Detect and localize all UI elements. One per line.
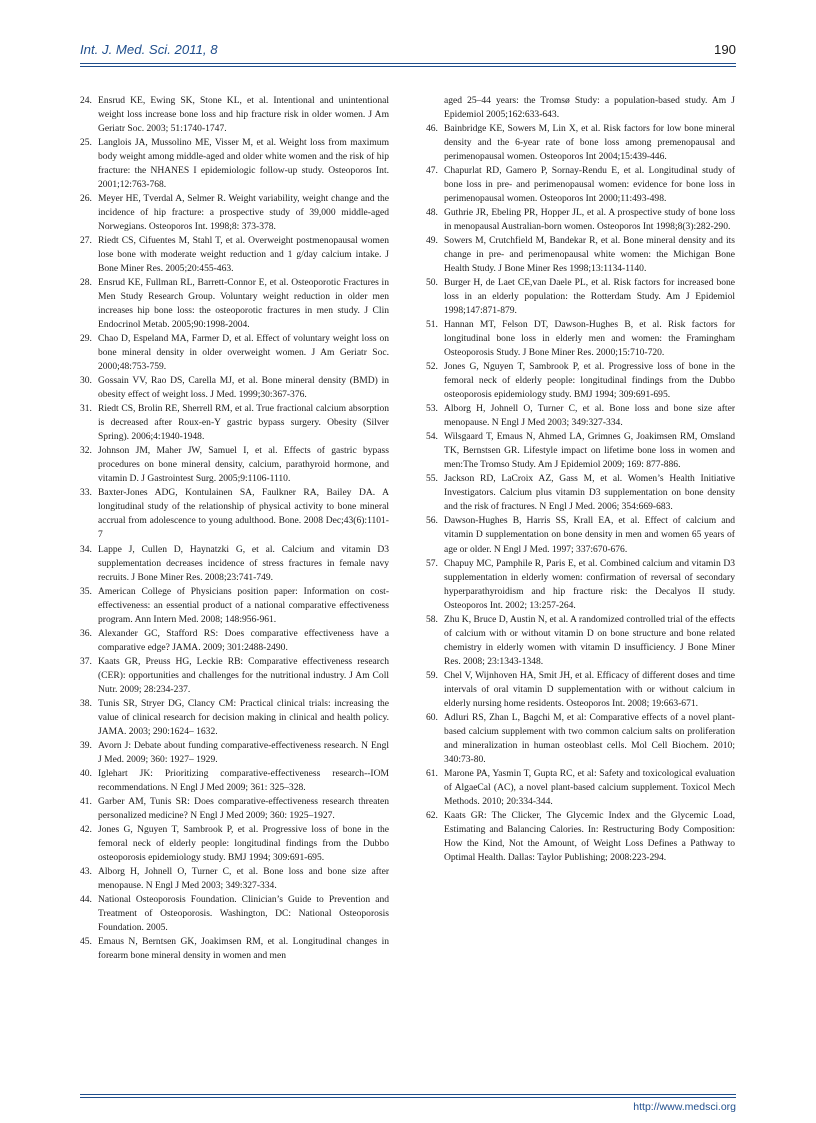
reference-text: Garber AM, Tunis SR: Does comparative-effectiveness research threaten personalized medicine? N Engl J Med 2009; 360: 1925–1927. [98,795,389,821]
reference-number: 35. [80,585,92,597]
reference-item [80,136,389,192]
reference-number: 48. [426,207,438,219]
reference-item [426,767,735,809]
reference-number: 37. [80,655,92,667]
reference-number: 39. [80,739,92,751]
reference-number: 28. [80,277,92,289]
reference-number: 38. [80,697,92,709]
reference-text: American College of Physicians position paper: Information on cost-effectiveness: an essential product of a national comparative effectiveness program. Ann Intern Med. 2008; 148:956-961. [98,585,389,625]
reference-text: Alexander GC, Stafford RS: Does comparative effectiveness have a comparative edge? JAMA. 2009; 301:2488-2490. [98,627,389,653]
reference-item [80,697,389,739]
header-rule [80,63,736,64]
reference-item [80,94,389,136]
footer-rule [80,1094,736,1095]
reference-text: aged 25–44 years: the Tromsø Study: a population-based study. Am J Epidemiol 2005;162:633-643. [444,95,735,121]
reference-text: Riedt CS, Brolin RE, Sherrell RM, et al. True fractional calcium absorption is decreased after Roux-en-Y gastric bypass surgery. Obesity (Silver Spring). 2006;4:1940-1948. [98,403,389,443]
reference-item [80,486,389,542]
footer-url-link[interactable]: http://www.medsci.org [633,1101,736,1113]
reference-text: Chao D, Espeland MA, Farmer D, et al. Effect of voluntary weight loss on bone mineral density in older overweight women. J Am Geriatr Soc. 2000;48:753-759. [98,333,389,373]
reference-number: 26. [80,193,92,205]
reference-item [426,809,735,865]
reference-item [80,234,389,276]
reference-number: 51. [426,319,438,331]
reference-item [80,402,389,444]
page-header [80,42,736,62]
reference-item [426,514,735,556]
reference-number: 58. [426,613,438,625]
reference-number: 25. [80,137,92,149]
reference-text: Tunis SR, Stryer DG, Clancy CM: Practical clinical trials: increasing the value of clinical research for decision making in clinical and health policy. JAMA. 2003; 290:1624– 1632. [98,697,389,737]
reference-item [426,613,735,669]
reference-text: Adluri RS, Zhan L, Bagchi M, et al: Comparative effects of a novel plant-based calcium supplement with two common calcium salts on proliferation and mineralization in human osteoblast cells. Mol Cell Biochem. 2010; 340:73-80. [444,711,735,765]
reference-number: 42. [80,823,92,835]
reference-item [426,402,735,430]
reference-text: Marone PA, Yasmin T, Gupta RC, et al: Safety and toxicological evaluation of AlgaeCal (AC), a novel plant-based calcium supplement. Toxicol Mech Methods. 2010; 20:334-344. [444,767,735,807]
reference-text: Meyer HE, Tverdal A, Selmer R. Weight variability, weight change and the incidence of hip fracture: a prospective study of 39,000 middle-aged Norwegians. Osteoporos Int. 1998;8: 373-378. [98,193,389,233]
reference-number: 36. [80,627,92,639]
reference-number: 54. [426,431,438,443]
reference-item [426,122,735,164]
reference-number: 56. [426,515,438,527]
reference-item [80,893,389,935]
reference-item [426,430,735,472]
reference-item [426,557,735,613]
reference-item [80,444,389,486]
footer-rule-secondary [80,1097,736,1098]
reference-text: Wilsgaard T, Emaus N, Ahmed LA, Grimnes G, Joakimsen RM, Omsland TK, Bernstsen GR. Lifestyle impact on lifetime bone loss in women and men:The Tromso Study. Am J Epidemiol 2009; 169: 877-886. [444,431,735,471]
reference-number: 41. [80,795,92,807]
reference-item [426,94,735,122]
reference-item [426,234,735,276]
reference-number: 31. [80,403,92,415]
reference-text: Dawson-Hughes B, Harris SS, Krall EA, et al. Effect of calcium and vitamin D supplementation on bone density in men and women 65 years of age or older. N Engl J Med. 1997; 337:670-676. [444,515,735,555]
reference-item [80,332,389,374]
reference-text: Iglehart JK: Prioritizing comparative-effectiveness research--IOM recommendations. N Engl J Med 2009; 361: 325–328. [98,767,389,793]
reference-text: Langlois JA, Mussolino ME, Visser M, et al. Weight loss from maximum body weight among middle-aged and older white women and the risk of hip fracture: the NHANES I epidemiologic follow-up study. Osteoporos Int. 2001;12:763-768. [98,137,389,191]
reference-item [426,669,735,711]
reference-text: Emaus N, Berntsen GK, Joakimsen RM, et al. Longitudinal changes in forearm bone mineral density in women and men [98,935,389,961]
references-right-column [426,94,735,865]
reference-text: Chapurlat RD, Gamero P, Sornay-Rendu E, et al. Longitudinal study of bone loss in pre- and perimenopausal women: evidence for bone loss in perimenopausal women. Osteoporos Int 2000;11:493-498. [444,165,735,205]
journal-title: Int. J. Med. Sci. 2011, 8 [80,42,218,57]
reference-number: 33. [80,487,92,499]
reference-item [80,585,389,627]
reference-text: Burger H, de Laet CE,van Daele PL, et al. Risk factors for increased bone loss in an elderly population: the Rotterdam Study. Am J Epidemiol 1998;147:871-879. [444,277,735,317]
reference-number: 60. [426,711,438,723]
reference-number: 27. [80,235,92,247]
reference-text: Riedt CS, Cifuentes M, Stahl T, et al. Overweight postmenopausal women lose bone with moderate weight reduction and 1 g/day calcium intake. J Bone Miner Res. 2005;20:455-463. [98,235,389,275]
reference-text: Alborg H, Johnell O, Turner C, et al. Bone loss and bone size after menopause. N Engl J Med 2003; 349:327-334. [444,403,735,429]
reference-item [80,276,389,332]
reference-text: National Osteoporosis Foundation. Clinician’s Guide to Prevention and Treatment of Osteoporosis. Washington, DC: National Osteoporosis Foundation. 2005. [98,893,389,933]
reference-text: Kaats GR: The Clicker, The Glycemic Index and the Glycemic Load, Estimating and Balancing Calories. In: Restructuring Body Composition: How the Kind, Not the Amount, of Weight Loss Defines a Pathway to Optimal Health. Dallas: Taylor Publishing; 2008:223-294. [444,809,735,863]
reference-number: 32. [80,445,92,457]
reference-text: Bainbridge KE, Sowers M, Lin X, et al. Risk factors for low bone mineral density and the 6-year rate of bone loss among premenopausal and perimenopausal women. Osteoporos Int 2004;15:439-446. [444,123,735,163]
reference-item [80,739,389,767]
reference-text: Alborg H, Johnell O, Turner C, et al. Bone loss and bone size after menopause. N Engl J Med 2003; 349:327-334. [98,865,389,891]
reference-number: 50. [426,277,438,289]
reference-text: Zhu K, Bruce D, Austin N, et al. A randomized controlled trial of the effects of calcium with or without vitamin D on bone structure and bone related chemistry in elderly women with vitamin D insufficiency. J Bone Miner Res. 2008; 23:1343-1348. [444,613,735,667]
reference-text: Guthrie JR, Ebeling PR, Hopper JL, et al. A prospective study of bone loss in menopausal Australian-born women. Osteoporos Int 1998;8(3):282-290. [444,207,735,233]
reference-number: 30. [80,375,92,387]
reference-number: 29. [80,333,92,345]
reference-text: Kaats GR, Preuss HG, Leckie RB: Comparative effectiveness research (CER): opportunities and challenges for the nutritional industry. J Am Coll Nutr. 2009; 28:234-237. [98,655,389,695]
reference-item [80,767,389,795]
references-left-column [80,94,389,963]
reference-item [426,472,735,514]
reference-item [426,164,735,206]
reference-number: 47. [426,165,438,177]
reference-number: 43. [80,865,92,877]
reference-text: Chapuy MC, Pamphile R, Paris E, et al. Combined calcium and vitamin D3 supplementation in elderly women: confirmation of reversal of secondary hyperparathyroidism and hip fracture risk: the Decalyos II study. Osteoporos Int. 2002; 13:257-264. [444,557,735,611]
reference-text: Ensrud KE, Ewing SK, Stone KL, et al. Intentional and unintentional weight loss increase bone loss and hip fracture risk in older women. J Am Geriatr Soc. 2003; 51:1740-1747. [98,95,389,135]
reference-number: 45. [80,935,92,947]
reference-text: Sowers M, Crutchfield M, Bandekar R, et al. Bone mineral density and its change in pre- and perimenopausal white women: the Michigan Bone Health Study. J Bone Miner Res 1998;13:1134-1140. [444,235,735,275]
reference-number: 59. [426,669,438,681]
reference-number: 57. [426,557,438,569]
page-number: 190 [713,42,736,57]
reference-item [426,206,735,234]
reference-item [80,655,389,697]
reference-item [426,276,735,318]
reference-text: Ensrud KE, Fullman RL, Barrett-Connor E, et al. Osteoporotic Fractures in Men Study Research Group. Voluntary weight reduction in older men increases hip bone loss: the osteoporotic fractures in men study. J Clin Endocrinol Metab. 2005;90:1998-2004. [98,277,389,331]
reference-number: 44. [80,893,92,905]
reference-number: 61. [426,767,438,779]
reference-item [80,192,389,234]
reference-item [80,543,389,585]
reference-text: Baxter-Jones ADG, Kontulainen SA, Faulkner RA, Bailey DA. A longitudinal study of the relationship of physical activity to bone mineral accrual from adolescence to young adulthood. Bone. 2008 Dec;43(6):1101-7 [98,487,389,541]
reference-item [80,795,389,823]
header-rule-secondary [80,66,736,67]
reference-number: 52. [426,361,438,373]
reference-text: Hannan MT, Felson DT, Dawson-Hughes B, et al. Risk factors for longitudinal bone loss in elderly men and women: the Framingham Osteoporosis Study. J Bone Miner Res. 2000;15:710-720. [444,319,735,359]
reference-number: 62. [426,809,438,821]
reference-item [80,823,389,865]
reference-text: Lappe J, Cullen D, Haynatzki G, et al. Calcium and vitamin D3 supplementation decreases incidence of stress fractures in female navy recruits. J Bone Miner Res. 2008;23:741-749. [98,543,389,583]
reference-text: Jackson RD, LaCroix AZ, Gass M, et al. Women’s Health Initiative Investigators. Calcium plus vitamin D3 supplementation on bone density and the risk of fractures. N Engl J Med. 2006; 354:669-683. [444,473,735,513]
reference-number: 55. [426,473,438,485]
reference-text: Chel V, Wijnhoven HA, Smit JH, et al. Efficacy of different doses and time intervals of oral vitamin D supplementation with or without calcium in elderly nursing home residents. Osteoporos Int. 2008; 19:663-671. [444,669,735,709]
reference-item [426,318,735,360]
reference-number: 49. [426,235,438,247]
reference-number: 34. [80,543,92,555]
reference-text: Avorn J: Debate about funding comparative-effectiveness research. N Engl J Med. 2009; 360: 1927– 1929. [98,739,389,765]
reference-text: Jones G, Nguyen T, Sambrook P, et al. Progressive loss of bone in the femoral neck of elderly people: longitudinal findings from the Dubbo osteoporosis epidemiology study. BMJ 1994; 309:691-695. [98,823,389,863]
reference-text: Johnson JM, Maher JW, Samuel I, et al. Effects of gastric bypass procedures on bone mineral density, calcium, parathyroid hormone, and vitamin D. J Gastrointest Surg. 2005;9:1106-1110. [98,445,389,485]
reference-number: 24. [80,95,92,106]
reference-item [80,627,389,655]
reference-item [426,360,735,402]
reference-item [80,865,389,893]
reference-number: 53. [426,403,438,415]
reference-item [80,374,389,402]
reference-item [426,711,735,767]
reference-item [80,935,389,963]
reference-text: Gossain VV, Rao DS, Carella MJ, et al. Bone mineral density (BMD) in obesity effect of weight loss. J Med. 1999;30:367-376. [98,375,389,401]
reference-text: Jones G, Nguyen T, Sambrook P, et al. Progressive loss of bone in the femoral neck of elderly people: longitudinal findings from the Dubbo osteoporosis epidemiology study. BMJ 1994; 309:691-695. [444,361,735,401]
reference-number: 40. [80,767,92,779]
reference-number: 46. [426,123,438,135]
